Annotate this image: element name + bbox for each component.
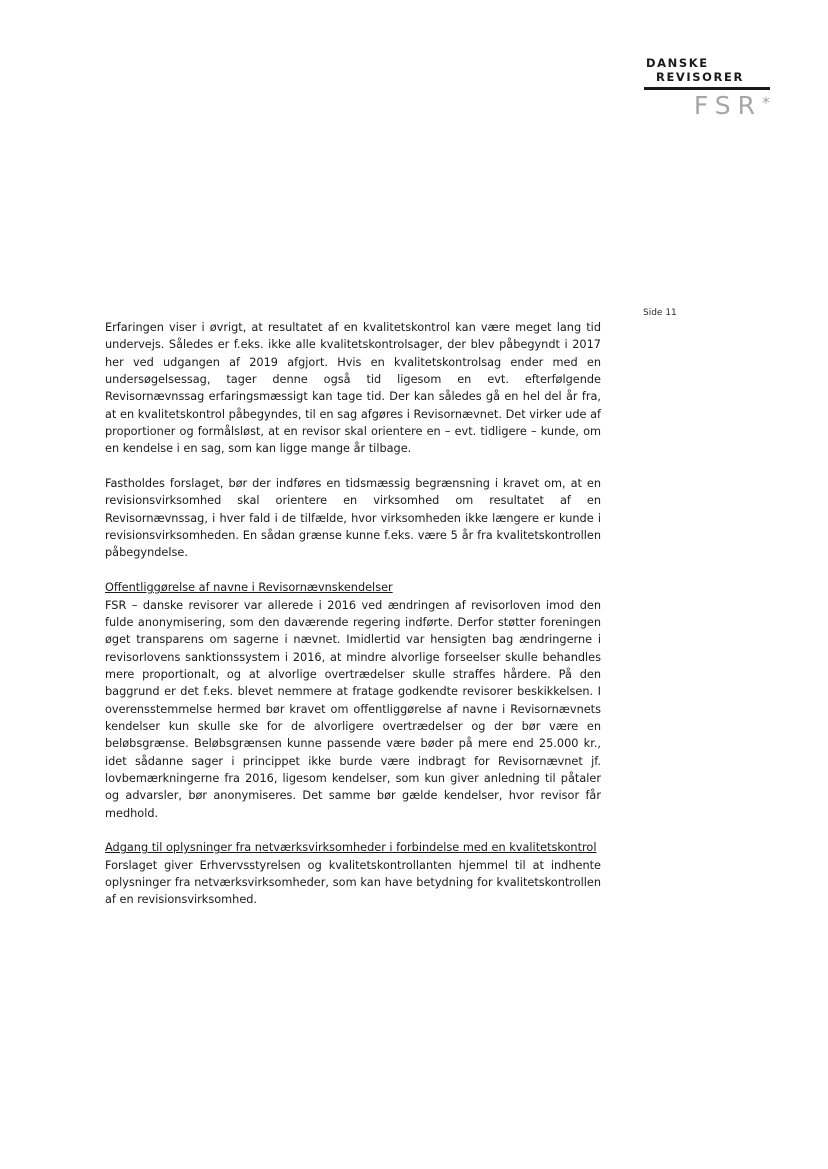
fsr-letters: FSR: [693, 91, 762, 120]
section-heading-publication: Offentliggørelse af navne i Revisornævnskendelser: [105, 581, 393, 595]
fsr-mark: [644, 89, 770, 120]
paragraph-experience: Erfaringen viser i øvrigt, at resultatet af en kvalitetskontrol kan være meget lang tid undervejs. Således er f.eks. ikke alle kvalitetskontrolsager, der blev påbegyndt i 2017 her ved udgangen af 2019 afgjort. Hvis en kvalitetskontrolsag ender med en undersøgelsessag, tager denne også tid ligesom en evt. efterfølgende Revisornævnssag erfaringsmæssigt kan tage tid. Der kan således gå en hel del år fra, at en kvalitetskontrol påbegyndes, til en sag afgøres i Revisornævnet. Det virker ude af proportioner og formålsløst, at en revisor skal orientere en – evt. tidligere – kunde, om en kendelse i en sag, som kan ligge mange år tilbage.: [105, 321, 601, 456]
paragraph-network-access: Forslaget giver Erhvervsstyrelsen og kvalitetskontrollanten hjemmel til at indhente oplysninger fra netværksvirksomheder, som kan have betydning for kvalitetskontrollen af en revisionsvirksomhed.: [105, 858, 601, 907]
paragraph-time-limit: Fastholdes forslaget, bør der indføres en tidsmæssig begrænsning i kravet om, at en revisionsvirksomhed skal orientere en virksomhed om resultatet af en Revisornævnssag, i hver fald i de tilfælde, hvor virksomheden ikke længere er kunde i revisionsvirksomheden. En sådan grænse kunne f.eks. være 5 år fra kvalitetskontrollen påbegyndelse.: [105, 477, 601, 560]
logo-line-revisorer: REVISORER: [656, 70, 744, 84]
fsr-star: *: [762, 93, 770, 112]
section-heading-network-access: Adgang til oplysninger fra netværksvirksomheder i forbindelse med en kvalitetskontrol: [105, 841, 597, 855]
danske-revisorer-logo: [644, 56, 770, 120]
document-body: [105, 319, 601, 909]
page-number: Side 11: [643, 308, 677, 318]
paragraph-publication: FSR – danske revisorer var allerede i 2016 ved ændringen af revisorloven imod den fulde anonymisering, som den daværende regering indførte. Derfor støtter foreningen øget transparens om sagerne i nævnet. Imidlertid var hensigten bag ændringerne i revisorlovens sanktionssystem i 2016, at mindre alvorlige forseelser skulle behandles mere proportionalt, og at alvorlige overtrædelser skulle straffes hårdere. På den baggrund er det f.eks. blevet nemmere at fratage godkendte revisorer beskikkelsen. I overensstemmelse hermed bør kravet om offentliggørelse af navne i Revisornævnets kendelser kun skulle ske for de alvorligere overtrædelser og der bør være en beløbsgrænse. Beløbsgrænsen kunne passende være bøder på mere end 25.000 kr., idet sådanne sager i princippet ikke burde være indbragt for Revisornævnet jf. lovbemærkningerne fra 2016, ligesom kendelser, som kun giver anledning til påtaler og advarsler, bør anonymiseres. Det samme bør gælde kendelser, hvor revisor får medhold.: [105, 598, 601, 820]
logo-line-danske: DANSKE: [646, 56, 709, 70]
